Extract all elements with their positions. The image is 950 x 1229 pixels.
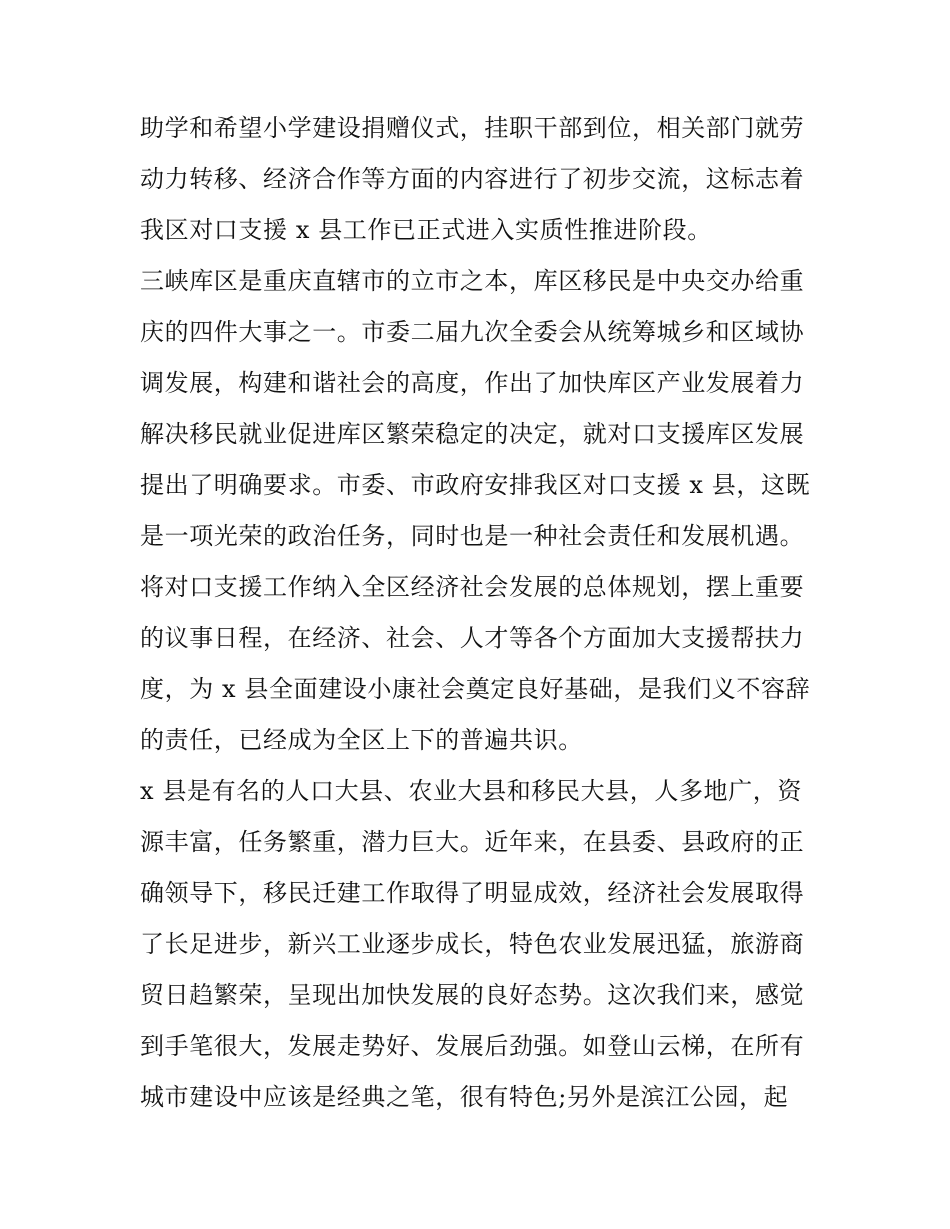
text-line: 解决移民就业促进库区繁荣稳定的决定，就对口支援库区发展 (140, 420, 805, 448)
text-line: 我区对口支援 x 县工作已正式进入实质性推进阶段。 (140, 216, 712, 244)
text-line: 提出了明确要求。市委、市政府安排我区对口支援 x 县，这既 (140, 471, 811, 499)
text-line: 三峡库区是重庆直辖市的立市之本，库区移民是中央交办给重 (140, 267, 805, 295)
text-line: 的议事日程，在经济、社会、人才等各个方面加大支援帮扶力 (140, 624, 805, 652)
text-line: 是一项光荣的政治任务，同时也是一种社会责任和发展机遇。 (140, 522, 805, 550)
text-line: 动力转移、经济合作等方面的内容进行了初步交流，这标志着 (140, 165, 805, 193)
text-line: 到手笔很大，发展走势好、发展后劲强。如登山云梯，在所有 (140, 1032, 805, 1060)
text-line: 了长足进步，新兴工业逐步成长，特色农业发展迅猛，旅游商 (140, 930, 805, 958)
text-line: 贸日趋繁荣，呈现出加快发展的良好态势。这次我们来，感觉 (140, 981, 805, 1009)
text-line: 确领导下，移民迁建工作取得了明显成效，经济社会发展取得 (140, 879, 805, 907)
text-line: 调发展，构建和谐社会的高度，作出了加快库区产业发展着力 (140, 369, 805, 397)
text-line: 度，为 x 县全面建设小康社会奠定良好基础，是我们义不容辞 (140, 675, 811, 703)
text-line: 的责任，已经成为全区上下的普遍共识。 (140, 726, 583, 754)
text-line: 助学和希望小学建设捐赠仪式，挂职干部到位，相关部门就劳 (140, 114, 805, 142)
text-line: 庆的四件大事之一。市委二届九次全委会从统筹城乡和区域协 (140, 318, 805, 346)
text-line: 将对口支援工作纳入全区经济社会发展的总体规划，摆上重要 (140, 573, 805, 601)
text-line: x 县是有名的人口大县、农业大县和移民大县，人多地广，资 (140, 777, 802, 805)
text-line: 城市建设中应该是经典之笔，很有特色;另外是滨江公园，起 (140, 1083, 789, 1111)
text-line: 源丰富，任务繁重，潜力巨大。近年来，在县委、县政府的正 (140, 828, 805, 856)
